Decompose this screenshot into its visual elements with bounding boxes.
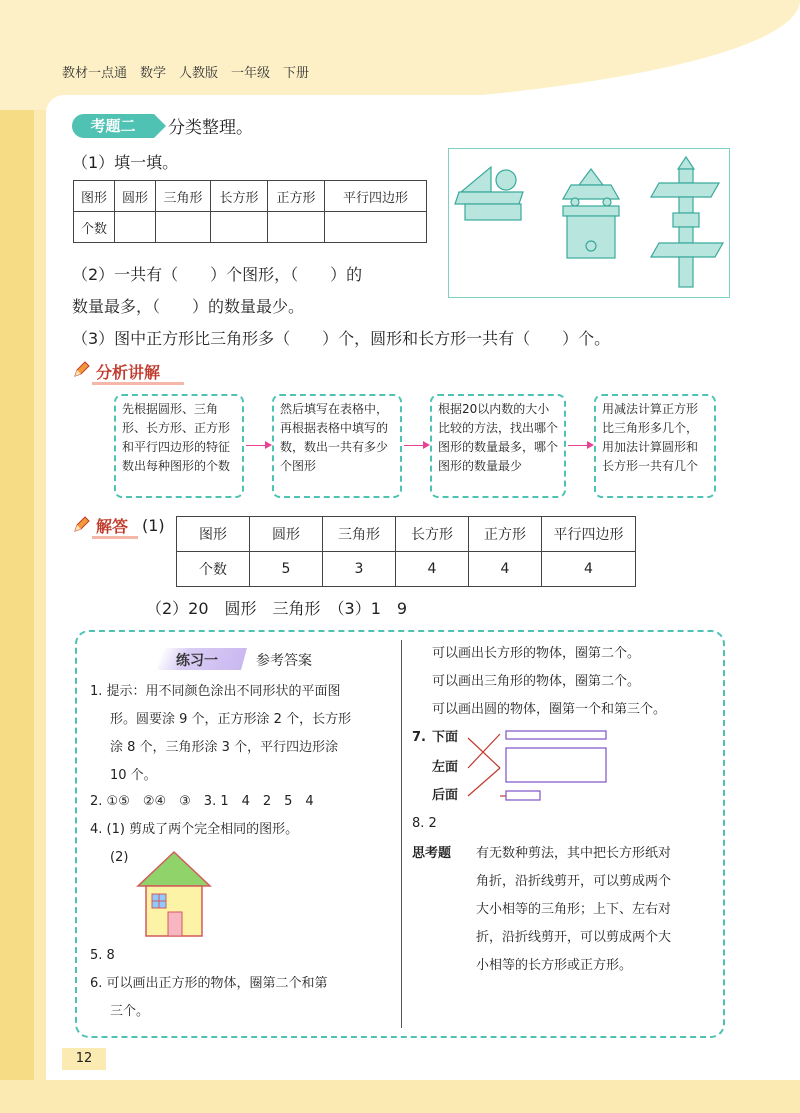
table-cell: 正方形 [469, 517, 542, 552]
pencil-icon [72, 361, 90, 379]
table-cell: 长方形 [211, 181, 268, 212]
shape-figure [448, 148, 730, 298]
table-cell: 圆形 [115, 181, 156, 212]
table-row [74, 181, 427, 212]
table-cell: 个数 [74, 212, 115, 243]
question-2-line-2: 数量最多，（ ）的数量最少。 [72, 297, 305, 316]
running-header: 教材一点通 数学 人教版 一年级 下册 [62, 66, 310, 81]
answer-part-1: (1) [142, 516, 165, 535]
table-cell: 圆形 [250, 517, 323, 552]
parallelogram-shape [455, 192, 523, 204]
question-1: （1）填一填。 [72, 153, 179, 172]
table-row [177, 552, 636, 587]
square-shape [567, 216, 615, 258]
think-line-5: 小相等的长方形或正方形。 [476, 958, 633, 973]
table-cell: 5 [250, 552, 323, 587]
table-cell: 平行四边形 [542, 517, 636, 552]
circle-shape [586, 241, 596, 251]
parallelogram-shape [651, 243, 723, 257]
table-cell[interactable] [156, 212, 211, 243]
analysis-heading: 分析讲解 [96, 363, 161, 382]
practice-item-8: 8. 2 [412, 816, 437, 831]
table-cell: 长方形 [396, 517, 469, 552]
page-top-band [0, 0, 800, 110]
practice-item-4a: 4. (1) 剪成了两个完全相同的图形。 [90, 822, 299, 837]
house-drawing [136, 850, 212, 938]
circle-shape [571, 198, 579, 206]
rectangle-shape [679, 197, 693, 213]
square-shape [679, 169, 693, 183]
practice-item-6-line-2: 三个。 [110, 1004, 150, 1019]
table-cell: 4 [396, 552, 469, 587]
table-cell: 平行四边形 [325, 181, 427, 212]
table-cell: 图形 [74, 181, 115, 212]
answer-underline [92, 536, 138, 539]
rectangle-shape [679, 257, 693, 287]
analysis-step-1: 先根据圆形、三角形、长方形、正方形和平行四边形的特征数出每种图形的个数 [114, 394, 244, 498]
circle-shape [496, 170, 516, 190]
table-row [74, 212, 427, 243]
circle-shape [603, 198, 611, 206]
table-cell[interactable] [115, 212, 156, 243]
analysis-underline [92, 382, 184, 385]
triangle-shape [563, 185, 619, 199]
practice-item-6-line-1: 6. 可以画出正方形的物体，圈第二个和第 [90, 976, 328, 991]
practice-item-1-line-2: 形。圆要涂 9 个，正方形涂 2 个，长方形 [110, 712, 352, 727]
arrow-right-icon [568, 445, 592, 446]
page-left-band-light [34, 0, 46, 1113]
matching-diagram [466, 728, 612, 806]
arrow-right-icon [404, 445, 428, 446]
page-number: 12 [62, 1048, 106, 1070]
practice-item-1-line-3: 涂 8 个，三角形涂 3 个，平行四边形涂 [110, 740, 339, 755]
table-cell: 三角形 [323, 517, 396, 552]
triangle-shape [678, 157, 694, 169]
view-label-below: 下面 [432, 730, 459, 745]
practice-item-7-number: 7. [412, 730, 426, 745]
practice-title: 参考答案 [256, 653, 312, 669]
answer-table [176, 516, 636, 587]
table-row [177, 517, 636, 552]
parallelogram-shape [651, 183, 719, 197]
table-cell: 个数 [177, 552, 250, 587]
practice-item-1-line-1: 1. 提示：用不同颜色涂出不同形状的平面图 [90, 684, 341, 699]
table-cell: 4 [469, 552, 542, 587]
table-cell: 图形 [177, 517, 250, 552]
think-line-3: 大小相等的三角形；上下、左右对 [476, 902, 672, 917]
table-cell[interactable] [211, 212, 268, 243]
table-cell: 4 [542, 552, 636, 587]
arrow-right-icon [246, 445, 270, 446]
topic-title: 分类整理。 [168, 118, 253, 138]
analysis-step-4: 用减法计算正方形比三角形多几个，用加法计算圆形和长方形一共有几个 [594, 394, 716, 498]
rectangle-shape [465, 204, 521, 220]
triangle-shape [579, 169, 603, 185]
practice-item-2-3: 2. ①⑤ ②④ ③ 3. 1 4 2 5 4 [90, 794, 314, 809]
pencil-icon [72, 516, 90, 534]
view-label-back: 后面 [432, 788, 459, 803]
answer-part-2-3: （2）20 圆形 三角形 （3）1 9 [146, 599, 408, 618]
view-label-left: 左面 [432, 760, 459, 775]
practice-right-line-3: 可以画出圆的物体，圈第一个和第三个。 [432, 702, 667, 717]
practice-tag: 练习一 [176, 653, 218, 669]
shape-figure-svg [449, 149, 729, 297]
practice-right-line-2: 可以画出三角形的物体，圈第二个。 [432, 674, 641, 689]
blank-table [73, 180, 427, 243]
think-line-4: 折，沿折线剪开，可以剪成两个大 [476, 930, 672, 945]
practice-right-line-1: 可以画出长方形的物体，圈第二个。 [432, 646, 641, 661]
page-bottom-band [0, 1080, 800, 1113]
table-cell: 3 [323, 552, 396, 587]
table-cell: 三角形 [156, 181, 211, 212]
think-question-label: 思考题 [412, 846, 452, 861]
practice-item-4b: (2) [110, 850, 129, 865]
think-line-1: 有无数种剪法，其中把长方形纸对 [476, 846, 672, 861]
answer-heading: 解答 [96, 517, 129, 536]
rectangle-shape [679, 227, 693, 243]
question-3: （3）图中正方形比三角形多（ ）个，圆形和长方形一共有（ ）个。 [72, 329, 611, 348]
topic-tag: 考题二 [72, 114, 154, 138]
analysis-step-3: 根据20以内数的大小比较的方法，找出哪个图形的数量最多，哪个图形的数量最少 [430, 394, 566, 498]
rectangle-shape [673, 213, 699, 227]
table-cell: 正方形 [268, 181, 325, 212]
analysis-step-2: 然后填写在表格中，再根据表格中填写的数，数出一共有多少个图形 [272, 394, 402, 498]
table-cell[interactable] [325, 212, 427, 243]
triangle-shape [461, 167, 491, 192]
rectangle-shape [563, 206, 619, 216]
think-line-2: 角折，沿折线剪开，可以剪成两个 [476, 874, 672, 889]
question-2-line-1: （2）一共有（ ）个图形，（ ）的 [72, 265, 363, 284]
practice-item-5: 5. 8 [90, 948, 115, 963]
column-divider [401, 640, 402, 1028]
table-cell[interactable] [268, 212, 325, 243]
practice-item-1-line-4: 10 个。 [110, 768, 157, 783]
